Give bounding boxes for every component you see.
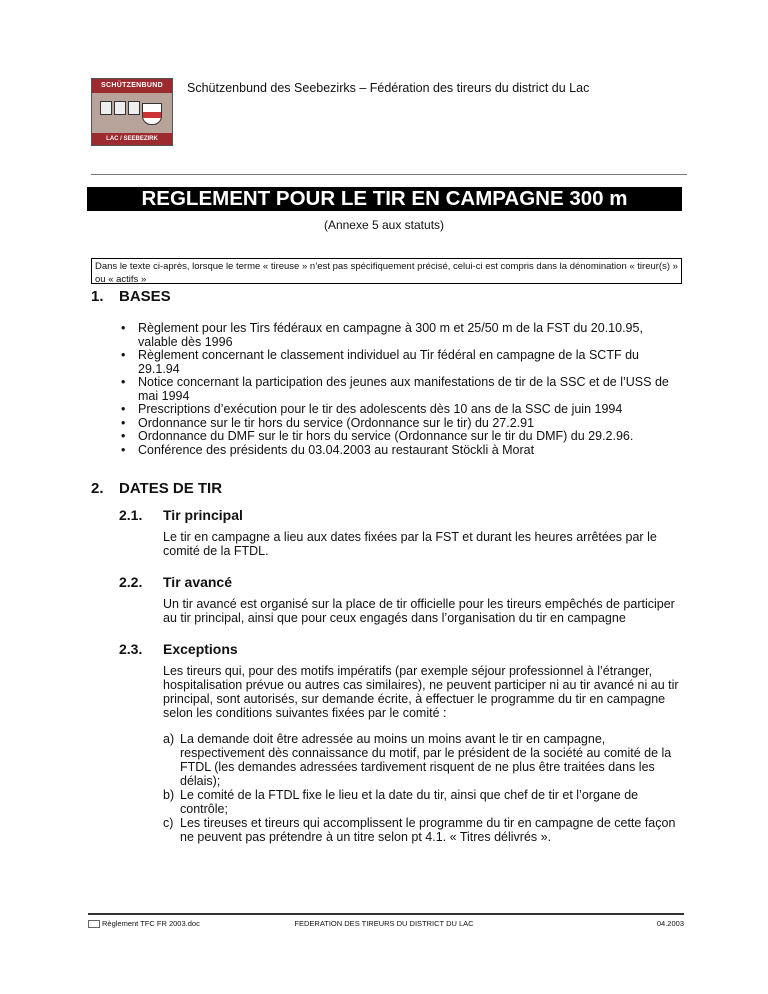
section-2-1-title: Tir principal	[163, 507, 243, 523]
section-2-2-text: Un tir avancé est organisé sur la place de tir officielle pour les tireurs empêchés de participer au tir principal, ainsi que pour ceux engagés dans l’organisation du tir en campagne	[163, 597, 675, 625]
section-1-title: BASES	[119, 288, 171, 305]
list-item	[119, 430, 679, 444]
section-2-3-number: 2.3.	[119, 641, 143, 657]
footer-rule	[88, 913, 684, 915]
list-item	[119, 322, 679, 349]
note-box: Dans le texte ci-après, lorsque le terme « tireuse » n’est pas spécifiquement précisé, celui-ci est compris dans la dénomination « tireur(s) » ou « actifs »	[91, 258, 682, 284]
list-item-text: Notice concernant la participation des jeunes aux manifestations de tir de la SSC et de l’USS de mai 1994	[138, 375, 669, 403]
footer-organization: FEDERATION DES TIREURS DU DISTRICT DU LAC	[294, 919, 474, 928]
bullet: •	[121, 415, 126, 430]
list-item	[119, 376, 679, 403]
list-item-text: Règlement concernant le classement individuel au Tir fédéral en campagne de la SCTF du 29.1.94	[138, 348, 639, 376]
logo-bottom-text: LAC / SEEBEZIRK	[92, 133, 172, 145]
list-item	[163, 732, 683, 788]
logo-top-text: SCHÜTZENBUND	[92, 79, 172, 93]
section-2-title: DATES DE TIR	[119, 480, 223, 497]
page-subtitle: (Annexe 5 aux statuts)	[323, 218, 445, 232]
list-item-text: Prescriptions d’exécution pour le tir des adolescents dès 10 ans de la SSC de juin 1994	[138, 402, 623, 416]
section-2-number: 2.	[91, 480, 104, 497]
list-item	[119, 403, 679, 417]
bullet: •	[121, 402, 126, 416]
list-item-label: c)	[163, 816, 174, 830]
list-item	[163, 816, 683, 844]
club-logo	[91, 78, 173, 146]
footer-file-text: Règlement TFC FR 2003.doc	[102, 919, 200, 928]
list-item-text: La demande doit être adressée au moins un moins avant le tir en campagne, respectivement dès connaissance du motif, par le président de la société au comité de la FTDL (les demandes adressées tardivement risquent de ne plus être traitées dans les délais);	[180, 732, 672, 788]
list-item	[119, 349, 679, 376]
section-2-3-text: Les tireurs qui, pour des motifs impératifs (par exemple séjour professionnel à l’étranger, hospitalisation prévue ou autres cas similaires), ne peuvent participer ni au tir avancé ni au tir principal, sont autorisés, sur demande écrite, à effectuer le programme du tir en campagne selon les conditions suivantes fixées par le comité :	[163, 664, 679, 720]
bullet: •	[121, 348, 126, 362]
bullet: •	[121, 321, 126, 335]
list-item-text: Le comité de la FTDL fixe le lieu et la date du tir, ainsi que chef de tir et l’organe de contrôle;	[180, 788, 639, 816]
list-item-text: Règlement pour les Tirs fédéraux en campagne à 300 m et 25/50 m de la FST du 20.10.95, valable dès 1996	[138, 321, 643, 349]
section-2-2-number: 2.2.	[119, 574, 143, 590]
section-2-2-title: Tir avancé	[163, 574, 233, 590]
bullet: •	[121, 442, 126, 457]
bases-list	[119, 322, 679, 457]
list-item	[163, 788, 683, 816]
exceptions-list	[163, 732, 683, 844]
header-org: Schützenbund des Seebezirks – Fédération des tireurs du district du Lac	[187, 81, 590, 95]
section-2-1-text: Le tir en campagne a lieu aux dates fixées par la FST et durant les heures arrêtées par le comité de la FTDL.	[163, 530, 657, 558]
logo-shield	[142, 103, 162, 125]
list-item	[119, 417, 679, 431]
header-rule	[91, 174, 687, 175]
bullet: •	[121, 429, 126, 443]
page-title: REGLEMENT POUR LE TIR EN CAMPAGNE 300 m	[87, 187, 682, 211]
section-1-number: 1.	[91, 288, 104, 305]
list-item-text: Ordonnance du DMF sur le tir hors du service (Ordonnance sur le tir du DMF) du 29.2.96.	[138, 429, 634, 443]
list-item-label: a)	[163, 732, 175, 746]
section-2-3-title: Exceptions	[163, 641, 238, 657]
list-item	[119, 444, 679, 458]
list-item-label: b)	[163, 788, 175, 802]
list-item-text: Les tireuses et tireurs qui accomplissent le programme du tir en campagne de cette façon ne peuvent pas prétendre à un titre selon pt 4.1. « Titres délivrés ».	[180, 816, 676, 844]
bullet: •	[121, 375, 126, 389]
list-item-text: Conférence des présidents du 03.04.2003 au restaurant Stöckli à Morat	[138, 442, 535, 457]
section-2-1-number: 2.1.	[119, 507, 143, 523]
list-item-text: Ordonnance sur le tir hors du service (Ordonnance sur le tir) du 27.2.91	[138, 415, 535, 430]
footer-date: 04.2003	[656, 919, 684, 928]
